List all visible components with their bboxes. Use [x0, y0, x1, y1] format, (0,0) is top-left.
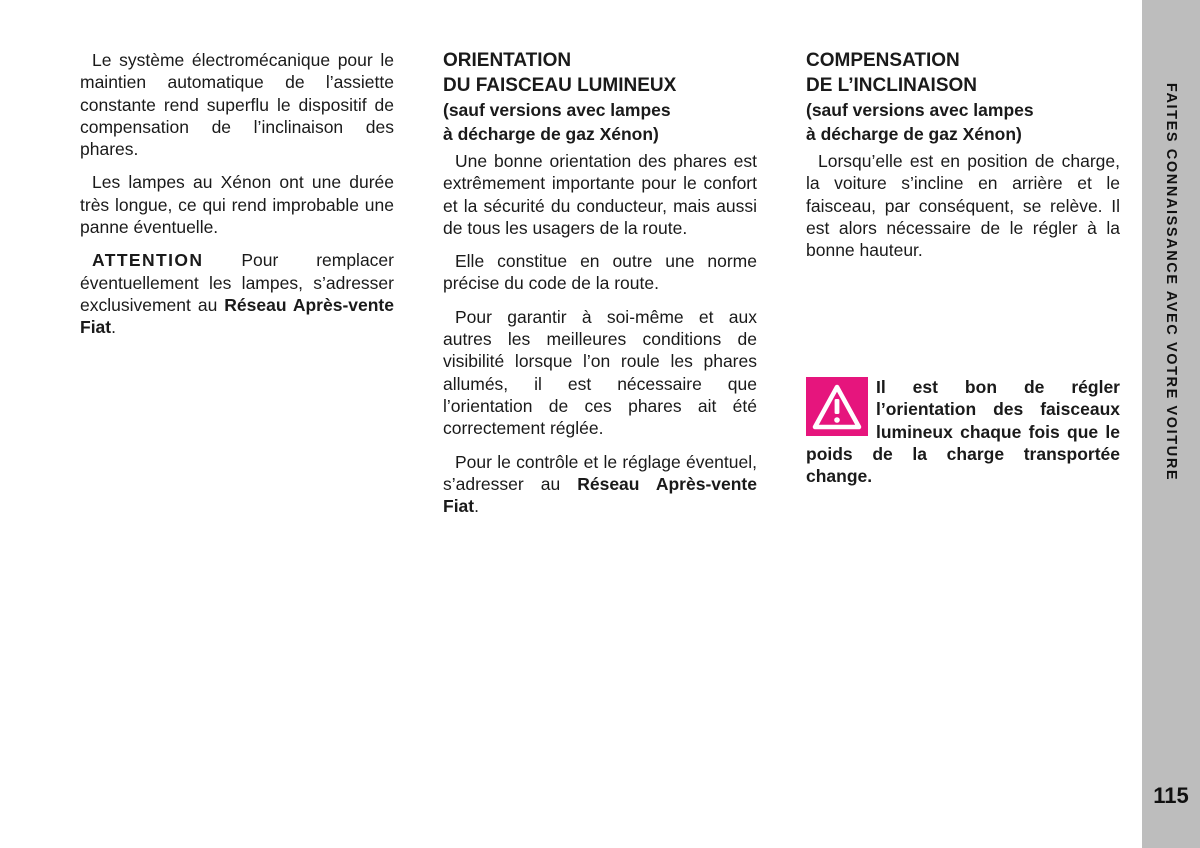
heading-compensation: [806, 49, 1120, 98]
subheading-compensation: [806, 98, 1120, 146]
heading-orientation-line2: DU FAISCEAU LUMINEUX: [443, 74, 677, 96]
heading-compensation-line2: DE L’INCLINAISON: [806, 74, 978, 96]
page-number: 115: [1153, 783, 1189, 808]
subheading-orientation-line1: (sauf versions avec lampes: [443, 100, 671, 120]
subheading-orientation-line2: à décharge de gaz Xénon): [443, 124, 659, 144]
paragraph-orientation-importance: Une bonne orientation des phares est extrêmement importante pour le confort et la sécurité du conducteur, mais aussi de tous les usagers de la route.: [443, 151, 757, 238]
attention-text: Pour remplacer éventuellement les lampes, s’adresser exclusivement au: [80, 250, 394, 315]
warning-triangle-svg: [811, 383, 863, 431]
column-right: [806, 49, 1120, 272]
attention-end: .: [111, 317, 116, 338]
control-network: Réseau Après-vente Fiat: [443, 473, 757, 517]
paragraph-code-route: Elle constitue en outre une norme précise du code de la route.: [443, 251, 757, 294]
heading-compensation-line1: COMPENSATION: [806, 50, 960, 71]
subheading-orientation: [443, 98, 757, 146]
paragraph-attention: [80, 249, 394, 338]
column-left: [80, 49, 394, 350]
attention-network: Réseau Après-vente Fiat: [80, 294, 394, 338]
attention-label: ATTENTION: [92, 250, 204, 271]
paragraph-assiette: Le système électromécanique pour le maintien automatique de l’assiette constante rend superflu le dispositif de compensation de l’inclinaison des phares.: [80, 50, 394, 160]
warning-note: [806, 376, 1120, 487]
heading-orientation-line1: ORIENTATION: [443, 50, 572, 71]
control-text: Pour le contrôle et le réglage éventuel, s’adresser au: [443, 451, 757, 494]
paragraph-xenon-duration: Les lampes au Xénon ont une durée très longue, ce qui rend improbable une panne éventuelle.: [80, 172, 394, 238]
column-middle: [443, 49, 757, 528]
subheading-compensation-line2: à décharge de gaz Xénon): [806, 124, 1022, 144]
section-sidebar: [1142, 0, 1200, 848]
paragraph-control: [443, 451, 757, 518]
warning-text: Il est bon de régler l’orientation des faisceaux lumineux chaque fois que le poids de la charge transportée change.: [806, 377, 1120, 487]
section-title: FAITES CONNAISSANCE AVEC VOTRE VOITURE: [1163, 82, 1179, 482]
warning-triangle-icon: [806, 377, 868, 436]
heading-orientation: [443, 49, 757, 98]
subheading-compensation-line1: (sauf versions avec lampes: [806, 100, 1034, 120]
control-end: .: [474, 496, 479, 517]
paragraph-charge: Lorsqu’elle est en position de charge, la voiture s’incline en arrière et le faisceau, par conséquent, se relève. Il est alors nécessaire de le régler à la bonne hauteur.: [806, 151, 1120, 261]
paragraph-visibility: Pour garantir à soi-même et aux autres les meilleures conditions de visibilité lorsque l’on roule les phares allumés, il est nécessaire que l’orientation de ces phares ait été correctement réglée.: [443, 306, 757, 439]
